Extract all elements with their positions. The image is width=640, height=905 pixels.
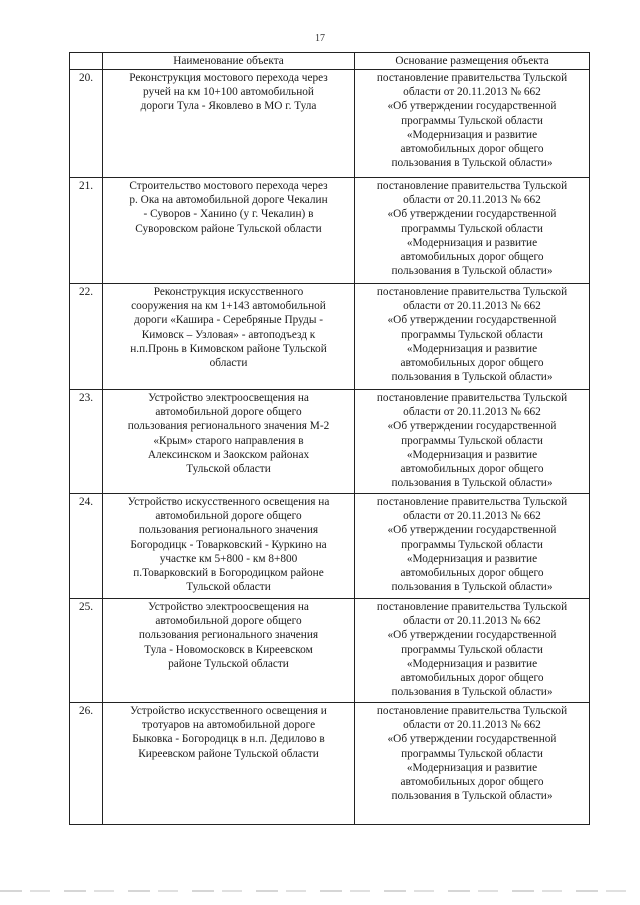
placement-basis-line: области от 20.11.2013 № 662	[403, 194, 541, 207]
object-name-line: области	[209, 357, 248, 370]
object-name-cell	[103, 70, 355, 178]
placement-basis-line: автомобильных дорог общего	[400, 251, 544, 264]
row-number: 20.	[70, 70, 103, 178]
table-row	[70, 70, 590, 178]
object-name-line: автомобильной дороге общего	[155, 406, 302, 419]
object-name-line: Тула - Новомосковск в Киреевском	[144, 643, 313, 656]
table-header-row	[70, 53, 590, 70]
object-name-cell	[103, 390, 355, 494]
placement-basis-line: области от 20.11.2013 № 662	[403, 406, 541, 419]
placement-basis-line: пользования в Тульской области»	[391, 686, 553, 699]
object-name-line: участке км 5+800 - км 8+800	[159, 552, 298, 565]
table-row	[70, 599, 590, 703]
placement-basis-line: постановление правительства Тульской	[376, 180, 568, 192]
object-name-cell	[103, 703, 355, 825]
objects-table	[69, 52, 590, 825]
object-name-line: Кимовск – Узловая» - автоподъезд к	[141, 328, 316, 341]
row-number: 23.	[70, 390, 103, 494]
placement-basis-line: постановление правительства Тульской	[376, 392, 568, 404]
placement-basis-line: «Модернизация и развитие	[406, 552, 538, 565]
placement-basis-line: постановление правительства Тульской	[376, 496, 568, 508]
object-name-line: пользования регионального значения	[138, 629, 319, 642]
placement-basis-line: пользования в Тульской области»	[391, 477, 553, 490]
object-name-line: пользования регионального значения М-2	[127, 420, 330, 433]
table-row	[70, 390, 590, 494]
object-name-cell	[103, 494, 355, 599]
object-name-line: Богородицк - Товарковский - Куркино на	[130, 538, 327, 551]
object-name-line: Устройство электроосвещения на	[148, 601, 309, 613]
placement-basis-line: программы Тульской области	[401, 643, 543, 656]
placement-basis-line: программы Тульской области	[401, 328, 543, 341]
placement-basis-line: постановление правительства Тульской	[376, 72, 568, 84]
placement-basis-line: автомобильных дорог общего	[400, 672, 544, 685]
placement-basis-line: программы Тульской области	[401, 747, 543, 760]
header-object-name: Наименование объекта	[103, 53, 355, 70]
placement-basis-line: области от 20.11.2013 № 662	[403, 719, 541, 732]
object-name-line: сооружения на км 1+143 автомобильной	[131, 300, 326, 313]
header-number	[70, 53, 103, 70]
placement-basis-line: «Об утверждении государственной	[387, 524, 557, 537]
placement-basis-line: автомобильных дорог общего	[400, 567, 544, 580]
placement-basis-cell	[355, 178, 590, 284]
placement-basis-line: «Модернизация и развитие	[406, 657, 538, 670]
placement-basis-line: программы Тульской области	[401, 114, 543, 127]
placement-basis-line: «Об утверждении государственной	[387, 629, 557, 642]
placement-basis-line: «Модернизация и развитие	[406, 236, 538, 249]
object-name-line: Киреевском районе Тульской области	[138, 747, 319, 760]
table-row	[70, 284, 590, 390]
object-name-line: Устройство искусственного освещения и	[130, 705, 327, 717]
row-number: 22.	[70, 284, 103, 390]
placement-basis-line: области от 20.11.2013 № 662	[403, 300, 541, 313]
placement-basis-line: программы Тульской области	[401, 538, 543, 551]
table-row	[70, 178, 590, 284]
object-name-cell	[103, 599, 355, 703]
object-name-cell	[103, 284, 355, 390]
table-row	[70, 494, 590, 599]
object-name-line: ручей на км 10+100 автомобильной	[143, 86, 314, 99]
placement-basis-cell	[355, 703, 590, 825]
object-name-line: Тульской области	[186, 463, 271, 476]
placement-basis-cell	[355, 70, 590, 178]
object-name-line: Строительство мостового перехода через	[129, 180, 328, 192]
placement-basis-line: области от 20.11.2013 № 662	[403, 615, 541, 628]
placement-basis-line: «Модернизация и развитие	[406, 342, 538, 355]
object-name-line: Быковка - Богородицк в н.п. Дедилово в	[132, 733, 325, 746]
object-name-line: - Суворов - Ханино (у г. Чекалин) в	[143, 208, 314, 221]
object-name-line: «Крым» старого направления в	[153, 434, 304, 447]
placement-basis-line: области от 20.11.2013 № 662	[403, 510, 541, 523]
placement-basis-line: «Об утверждении государственной	[387, 208, 557, 221]
placement-basis-line: пользования в Тульской области»	[391, 265, 553, 278]
placement-basis-line: «Об утверждении государственной	[387, 314, 557, 327]
object-name-line: пользования регионального значения	[138, 524, 319, 537]
object-name-line: районе Тульской области	[168, 657, 289, 670]
placement-basis-line: «Об утверждении государственной	[387, 100, 557, 113]
page-number: 17	[315, 33, 325, 44]
placement-basis-line: автомобильных дорог общего	[400, 463, 544, 476]
object-name-line: дороги Тула - Яковлево в МО г. Тула	[140, 100, 317, 113]
placement-basis-line: области от 20.11.2013 № 662	[403, 86, 541, 99]
object-name-line: р. Ока на автомобильной дороге Чекалин	[129, 194, 328, 207]
placement-basis-line: программы Тульской области	[401, 434, 543, 447]
row-number: 21.	[70, 178, 103, 284]
placement-basis-line: постановление правительства Тульской	[376, 286, 568, 298]
placement-basis-line: автомобильных дорог общего	[400, 357, 544, 370]
object-name-line: тротуаров на автомобильной дороге	[141, 719, 316, 732]
placement-basis-line: «Модернизация и развитие	[406, 448, 538, 461]
row-number: 24.	[70, 494, 103, 599]
placement-basis-cell	[355, 599, 590, 703]
object-name-line: Тульской области	[186, 581, 271, 594]
object-name-line: Реконструкция мостового перехода через	[129, 72, 328, 84]
placement-basis-line: постановление правительства Тульской	[376, 705, 568, 717]
placement-basis-line: пользования в Тульской области»	[391, 790, 553, 803]
placement-basis-cell	[355, 494, 590, 599]
scan-artifact-line	[0, 890, 640, 892]
row-number: 26.	[70, 703, 103, 825]
placement-basis-line: «Об утверждении государственной	[387, 733, 557, 746]
object-name-line: Устройство электроосвещения на	[148, 392, 309, 404]
placement-basis-line: постановление правительства Тульской	[376, 601, 568, 613]
row-number: 25.	[70, 599, 103, 703]
placement-basis-cell	[355, 390, 590, 494]
object-name-line: автомобильной дороге общего	[155, 510, 302, 523]
object-name-line: Устройство искусственного освещения на	[127, 496, 330, 508]
table-row	[70, 703, 590, 825]
object-name-line: Реконструкция искусственного	[153, 286, 304, 298]
object-name-line: п.Товарковский в Богородицком районе	[133, 567, 324, 580]
placement-basis-line: «Модернизация и развитие	[406, 761, 538, 774]
placement-basis-line: пользования в Тульской области»	[391, 371, 553, 384]
placement-basis-line: пользования в Тульской области»	[391, 581, 553, 594]
object-name-line: автомобильной дороге общего	[155, 615, 302, 628]
placement-basis-line: пользования в Тульской области»	[391, 157, 553, 170]
placement-basis-line: «Модернизация и развитие	[406, 128, 538, 141]
header-placement-basis: Основание размещения объекта	[355, 53, 590, 70]
placement-basis-line: программы Тульской области	[401, 222, 543, 235]
object-name-line: дороги «Кашира - Серебряные Пруды -	[134, 314, 323, 327]
object-name-line: Суворовском районе Тульской области	[135, 222, 322, 235]
placement-basis-line: автомобильных дорог общего	[400, 776, 544, 789]
object-name-line: н.п.Пронь в Кимовском районе Тульской	[130, 342, 327, 355]
placement-basis-cell	[355, 284, 590, 390]
placement-basis-line: автомобильных дорог общего	[400, 143, 544, 156]
placement-basis-line: «Об утверждении государственной	[387, 420, 557, 433]
object-name-cell	[103, 178, 355, 284]
object-name-line: Алексинском и Заокском районах	[147, 448, 310, 461]
